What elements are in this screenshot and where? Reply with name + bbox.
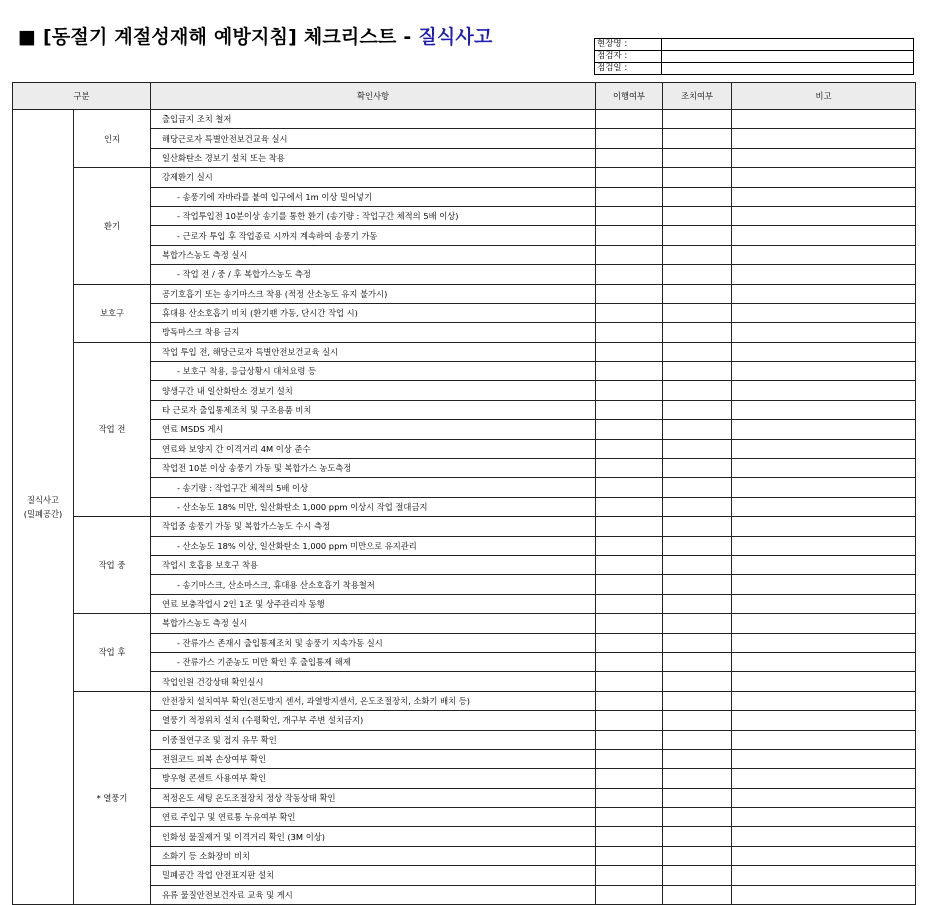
table-row: [13, 614, 916, 633]
remark-cell[interactable]: [732, 711, 916, 730]
remark-cell[interactable]: [732, 749, 916, 768]
done-cell[interactable]: [596, 168, 663, 187]
subcategory-cell: 보호구: [74, 284, 151, 342]
check-item-text: 작업전 10분 이상 송풍기 가동 및 복합가스 농도측정: [151, 459, 596, 478]
action-cell[interactable]: [663, 866, 732, 885]
table-header-row: [13, 83, 916, 110]
action-cell[interactable]: [663, 206, 732, 225]
action-cell[interactable]: [663, 459, 732, 478]
action-cell[interactable]: [663, 420, 732, 439]
remark-cell[interactable]: [732, 381, 916, 400]
remark-cell[interactable]: [732, 827, 916, 846]
action-cell[interactable]: [663, 594, 732, 613]
action-cell[interactable]: [663, 265, 732, 284]
done-cell[interactable]: [596, 788, 663, 807]
action-cell[interactable]: [663, 769, 732, 788]
check-item-text: 열풍기 적정위치 설치 (수평확인, 개구부 주변 설치금지): [151, 711, 596, 730]
remark-cell[interactable]: [732, 284, 916, 303]
remark-cell[interactable]: [732, 400, 916, 419]
remark-cell[interactable]: [732, 652, 916, 671]
done-cell[interactable]: [596, 362, 663, 381]
done-cell[interactable]: [596, 381, 663, 400]
check-item-text: 방우형 콘센트 사용여부 확인: [151, 769, 596, 788]
subcategory-cell: * 열풍기: [74, 691, 151, 904]
action-cell[interactable]: [663, 652, 732, 671]
action-cell[interactable]: [663, 885, 732, 904]
action-cell[interactable]: [663, 439, 732, 458]
header-action: 조치여부: [663, 83, 732, 110]
info-value-field[interactable]: [662, 63, 914, 75]
remark-cell[interactable]: [732, 846, 916, 865]
title-main: ■ [동절기 계절성재해 예방지침] 체크리스트 -: [18, 26, 419, 48]
header-remark: 비고: [732, 83, 916, 110]
action-cell[interactable]: [663, 168, 732, 187]
check-item-text: 연료와 보양지 간 이격거리 4M 이상 준수: [151, 439, 596, 458]
check-item-text: 작업 투입 전, 해당근로자 특별안전보건교육 실시: [151, 342, 596, 361]
action-cell[interactable]: [663, 303, 732, 322]
action-cell[interactable]: [663, 342, 732, 361]
done-cell[interactable]: [596, 265, 663, 284]
remark-cell[interactable]: [732, 129, 916, 148]
check-item-text: 소화기 등 소화장비 비치: [151, 846, 596, 865]
info-value-field[interactable]: [662, 51, 914, 63]
check-item-text: 공기호흡기 또는 송기마스크 착용 (적정 산소농도 유지 불가시): [151, 284, 596, 303]
action-cell[interactable]: [663, 226, 732, 245]
remark-cell[interactable]: [732, 730, 916, 749]
done-cell[interactable]: [596, 885, 663, 904]
check-item-text: 타 근로자 출입통제조치 및 구조용품 비치: [151, 400, 596, 419]
check-item-text: - 작업투입전 10분이상 송기를 통한 환기 (송기량 : 작업구간 체적의 5배 이상): [151, 206, 596, 225]
check-item-text: - 송기마스크, 산소마스크, 휴대용 산소호흡기 착용철저: [151, 575, 596, 594]
remark-cell[interactable]: [732, 536, 916, 555]
remark-cell[interactable]: [732, 187, 916, 206]
checklist-table: [12, 82, 916, 905]
info-value-field[interactable]: [662, 39, 914, 51]
action-cell[interactable]: [663, 575, 732, 594]
done-cell[interactable]: [596, 711, 663, 730]
remark-cell[interactable]: [732, 245, 916, 264]
remark-cell[interactable]: [732, 459, 916, 478]
check-item-text: 전원코드 피복 손상여부 확인: [151, 749, 596, 768]
action-cell[interactable]: [663, 827, 732, 846]
remark-cell[interactable]: [732, 885, 916, 904]
info-row: [595, 51, 914, 63]
check-item-text: 방독마스크 착용 금지: [151, 323, 596, 342]
action-cell[interactable]: [663, 497, 732, 516]
action-cell[interactable]: [663, 478, 732, 497]
remark-cell[interactable]: [732, 148, 916, 167]
check-item-text: 일산화탄소 경보기 설치 또는 착용: [151, 148, 596, 167]
action-cell[interactable]: [663, 749, 732, 768]
done-cell[interactable]: [596, 866, 663, 885]
done-cell[interactable]: [596, 652, 663, 671]
check-item-text: - 작업 전 / 중 / 후 복합가스농도 측정: [151, 265, 596, 284]
remark-cell[interactable]: [732, 575, 916, 594]
check-item-text: 복합가스농도 측정 실시: [151, 614, 596, 633]
done-cell[interactable]: [596, 187, 663, 206]
action-cell[interactable]: [663, 110, 732, 129]
action-cell[interactable]: [663, 517, 732, 536]
remark-cell[interactable]: [732, 206, 916, 225]
action-cell[interactable]: [663, 808, 732, 827]
done-cell[interactable]: [596, 594, 663, 613]
done-cell[interactable]: [596, 730, 663, 749]
check-item-text: 양생구간 내 일산화탄소 경보기 설치: [151, 381, 596, 400]
page-title: [18, 22, 493, 49]
done-cell[interactable]: [596, 439, 663, 458]
info-row: [595, 39, 914, 51]
remark-cell[interactable]: [732, 362, 916, 381]
check-item-text: 강제환기 실시: [151, 168, 596, 187]
info-label: 점검일 :: [595, 63, 662, 75]
action-cell[interactable]: [663, 555, 732, 574]
subcategory-cell: 환기: [74, 168, 151, 284]
check-item-text: 인화성 물질제거 및 이격거리 확인 (3M 이상): [151, 827, 596, 846]
done-cell[interactable]: [596, 808, 663, 827]
table-row: [13, 342, 916, 361]
remark-cell[interactable]: [732, 808, 916, 827]
check-item-text: 안전장치 설치여부 확인(전도방지 센서, 과열방지센서, 온도조절장치, 소화기 배치 등): [151, 691, 596, 710]
action-cell[interactable]: [663, 846, 732, 865]
info-label: 점검자 :: [595, 51, 662, 63]
done-cell[interactable]: [596, 555, 663, 574]
remark-cell[interactable]: [732, 342, 916, 361]
done-cell[interactable]: [596, 420, 663, 439]
done-cell[interactable]: [596, 459, 663, 478]
remark-cell[interactable]: [732, 303, 916, 322]
title-accent: 질식사고: [418, 26, 493, 48]
done-cell[interactable]: [596, 129, 663, 148]
done-cell[interactable]: [596, 478, 663, 497]
info-row: [595, 63, 914, 75]
done-cell[interactable]: [596, 400, 663, 419]
action-cell[interactable]: [663, 381, 732, 400]
check-item-text: 연료 주입구 및 연료통 누유여부 확인: [151, 808, 596, 827]
done-cell[interactable]: [596, 633, 663, 652]
remark-cell[interactable]: [732, 478, 916, 497]
category-label: 질식사고: [26, 495, 60, 505]
action-cell[interactable]: [663, 400, 732, 419]
done-cell[interactable]: [596, 749, 663, 768]
check-item-text: 밀폐공간 작업 안전표지판 설치: [151, 866, 596, 885]
check-item-text: - 산소농도 18% 미만, 일산화탄소 1,000 ppm 이상시 작업 절대금지: [151, 497, 596, 516]
remark-cell[interactable]: [732, 226, 916, 245]
info-label: 현장명 :: [595, 39, 662, 51]
table-row: [13, 110, 916, 129]
table-body: [13, 110, 916, 905]
remark-cell[interactable]: [732, 110, 916, 129]
check-item-text: 연료 보충작업시 2인 1조 및 상주관리자 동행: [151, 594, 596, 613]
remark-cell[interactable]: [732, 866, 916, 885]
subcategory-cell: 인지: [74, 110, 151, 168]
check-item-text: 작업중 송풍기 가동 및 복합가스농도 수시 측정: [151, 517, 596, 536]
action-cell[interactable]: [663, 788, 732, 807]
table-row: [13, 517, 916, 536]
action-cell[interactable]: [663, 129, 732, 148]
done-cell[interactable]: [596, 827, 663, 846]
done-cell[interactable]: [596, 672, 663, 691]
check-item-text: 유류 물질안전보건자료 교육 및 게시: [151, 885, 596, 904]
action-cell[interactable]: [663, 362, 732, 381]
remark-cell[interactable]: [732, 168, 916, 187]
table-row: [13, 168, 916, 187]
remark-cell[interactable]: [732, 497, 916, 516]
done-cell[interactable]: [596, 245, 663, 264]
done-cell[interactable]: [596, 575, 663, 594]
remark-cell[interactable]: [732, 439, 916, 458]
done-cell[interactable]: [596, 110, 663, 129]
check-item-text: - 송풍기에 자바라를 붙여 입구에서 1m 이상 밀어넣기: [151, 187, 596, 206]
action-cell[interactable]: [663, 323, 732, 342]
check-item-text: 작업인원 건강상태 확인실시: [151, 672, 596, 691]
action-cell[interactable]: [663, 148, 732, 167]
remark-cell[interactable]: [732, 420, 916, 439]
check-item-text: - 근로자 투입 후 작업종료 시까지 계속하여 송풍기 가동: [151, 226, 596, 245]
action-cell[interactable]: [663, 284, 732, 303]
remark-cell[interactable]: [732, 633, 916, 652]
check-item-text: - 잔류가스 기준농도 미만 확인 후 출입통제 해제: [151, 652, 596, 671]
check-item-text: 이중절연구조 및 접지 유무 확인: [151, 730, 596, 749]
remark-cell[interactable]: [732, 788, 916, 807]
action-cell[interactable]: [663, 187, 732, 206]
done-cell[interactable]: [596, 323, 663, 342]
check-item-text: - 송기량 : 작업구간 체적의 5배 이상: [151, 478, 596, 497]
done-cell[interactable]: [596, 206, 663, 225]
remark-cell[interactable]: [732, 323, 916, 342]
remark-cell[interactable]: [732, 672, 916, 691]
info-box: [594, 38, 914, 75]
done-cell[interactable]: [596, 517, 663, 536]
remark-cell[interactable]: [732, 555, 916, 574]
subcategory-cell: 작업 후: [74, 614, 151, 692]
done-cell[interactable]: [596, 614, 663, 633]
done-cell[interactable]: [596, 536, 663, 555]
check-item-text: - 잔류가스 존재시 출입통제조치 및 송풍기 지속가동 실시: [151, 633, 596, 652]
remark-cell[interactable]: [732, 517, 916, 536]
check-item-text: 출입금지 조치 철저: [151, 110, 596, 129]
category-cell: [13, 110, 74, 905]
action-cell[interactable]: [663, 730, 732, 749]
done-cell[interactable]: [596, 303, 663, 322]
action-cell[interactable]: [663, 672, 732, 691]
remark-cell[interactable]: [732, 265, 916, 284]
category-label: (밀폐공간): [23, 509, 63, 519]
action-cell[interactable]: [663, 245, 732, 264]
done-cell[interactable]: [596, 148, 663, 167]
action-cell[interactable]: [663, 711, 732, 730]
table-row: [13, 691, 916, 710]
check-item-text: 연료 MSDS 게시: [151, 420, 596, 439]
check-item-text: 휴대용 산소호흡기 비치 (환기팬 가동, 단시간 작업 시): [151, 303, 596, 322]
table-row: [13, 284, 916, 303]
check-item-text: 적정온도 세팅 온도조절장치 정상 작동상태 확인: [151, 788, 596, 807]
check-item-text: 작업시 호흡용 보호구 착용: [151, 555, 596, 574]
check-item-text: 복합가스농도 측정 실시: [151, 245, 596, 264]
done-cell[interactable]: [596, 342, 663, 361]
subcategory-cell: 작업 중: [74, 517, 151, 614]
check-item-text: - 산소농도 18% 이상, 일산화탄소 1,000 ppm 미만으로 유지관리: [151, 536, 596, 555]
header-done: 이행여부: [596, 83, 663, 110]
action-cell[interactable]: [663, 614, 732, 633]
action-cell[interactable]: [663, 536, 732, 555]
remark-cell[interactable]: [732, 691, 916, 710]
done-cell[interactable]: [596, 691, 663, 710]
done-cell[interactable]: [596, 284, 663, 303]
done-cell[interactable]: [596, 226, 663, 245]
action-cell[interactable]: [663, 633, 732, 652]
remark-cell[interactable]: [732, 614, 916, 633]
done-cell[interactable]: [596, 846, 663, 865]
done-cell[interactable]: [596, 769, 663, 788]
remark-cell[interactable]: [732, 594, 916, 613]
check-item-text: 해당근로자 특별안전보건교육 실시: [151, 129, 596, 148]
subcategory-cell: 작업 전: [74, 342, 151, 517]
done-cell[interactable]: [596, 497, 663, 516]
header-check-item: 확인사항: [151, 83, 596, 110]
header-category: 구분: [13, 83, 151, 110]
check-item-text: - 보호구 착용, 응급상황시 대처요령 등: [151, 362, 596, 381]
remark-cell[interactable]: [732, 769, 916, 788]
action-cell[interactable]: [663, 691, 732, 710]
